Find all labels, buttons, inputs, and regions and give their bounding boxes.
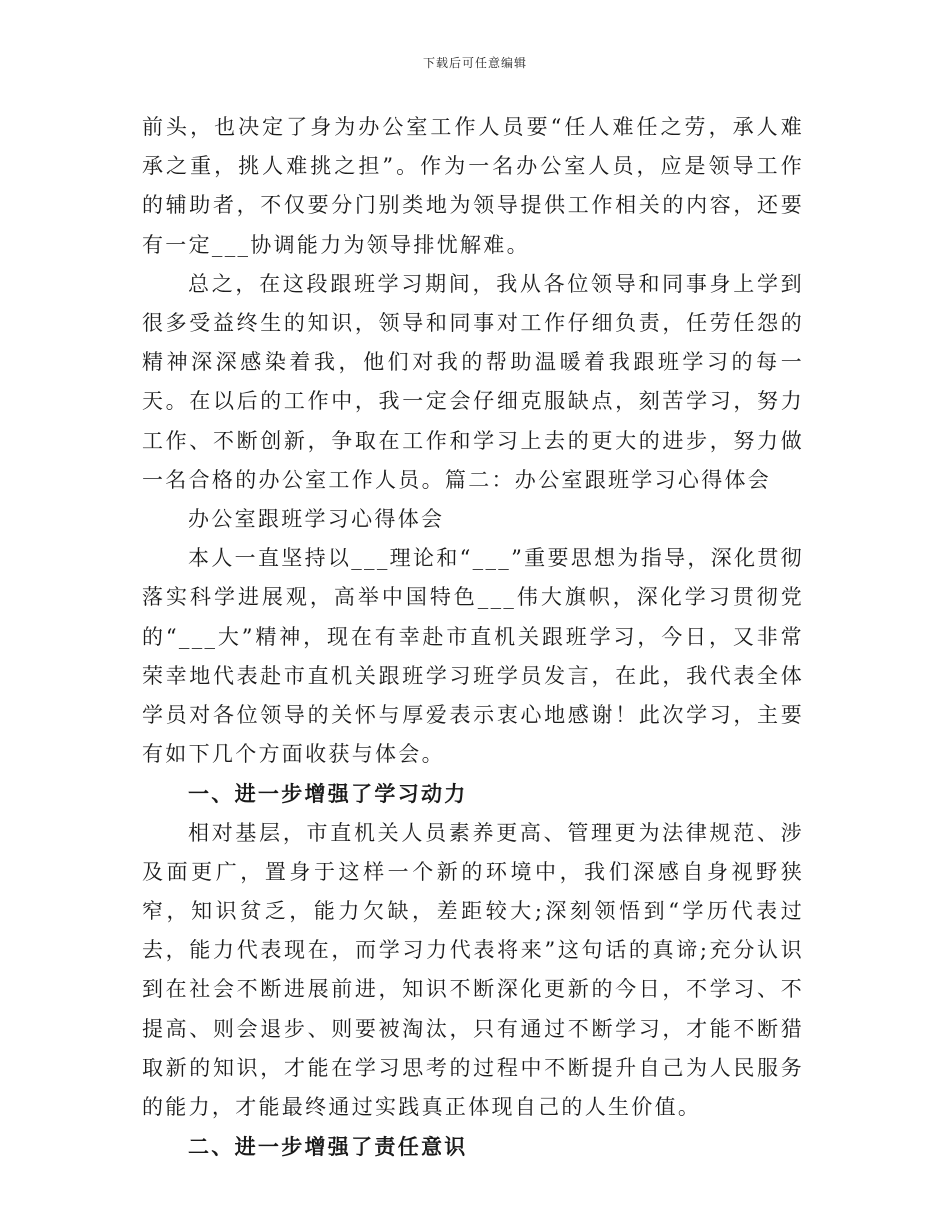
paragraph-continuation: 前头，也决定了身为办公室工作人员要“任人难任之劳，承人难承之重，挑人难挑之担”。作为一名办公室人员，应是领导工作的辅助者，不仅要分门别类地为领导提供工作相关的内容，还要有一定___协调能力为领导排忧解难。 [142,115,804,257]
section-heading-1: 一、进一步增强了学习动力 [188,781,468,807]
paragraph-conclusion: 总之，在这段跟班学习期间，我从各位领导和同事身上学到很多受益终生的知识，领导和同事对工作仔细负责，任劳任怨的精神深深感染着我，他们对我的帮助温暖着我跟班学习的每一天。在以后的工作中，我一定会仔细克服缺点，刻苦学习，努力工作、不断创新，争取在工作和学习上去的更大的进步，努力做一名合格的办公室工作人员。篇二：办公室跟班学习心得体会 [142,271,804,492]
document-body [142,108,804,1166]
article-title: 办公室跟班学习心得体会 [188,507,445,532]
paragraph-intro: 本人一直坚持以___理论和“___”重要思想为指导，深化贯彻落实科学进展观，高举中国特色___伟大旗帜，深化学习贯彻党的“___大”精神，现在有幸赴市直机关跟班学习，今日，又非常荣幸地代表赴市直机关跟班学习班学员发言，在此，我代表全体学员对各位领导的关怀与厚爱表示衷心地感谢！此次学习，主要有如下几个方面收获与体会。 [142,546,804,767]
paragraph-section-1: 相对基层，市直机关人员素养更高、管理更为法律规范、涉及面更广，置身于这样一个新的环境中，我们深感自身视野狭窄，知识贫乏，能力欠缺，差距较大;深刻领悟到“学历代表过去，能力代表现在，而学习力代表将来”这句话的真谛;充分认识到在社会不断进展前进，知识不断深化更新的今日，不学习、不提高、则会退步、则要被淘汰，只有通过不断学习，才能不断猎取新的知识，才能在学习思考的过程中不断提升自己为人民服务的能力，才能最终通过实践真正体现自己的人生价值。 [142,820,804,1120]
section-heading-2: 二、进一步增强了责任意识 [188,1134,468,1160]
page-header-note: 下载后可任意编辑 [422,56,527,70]
